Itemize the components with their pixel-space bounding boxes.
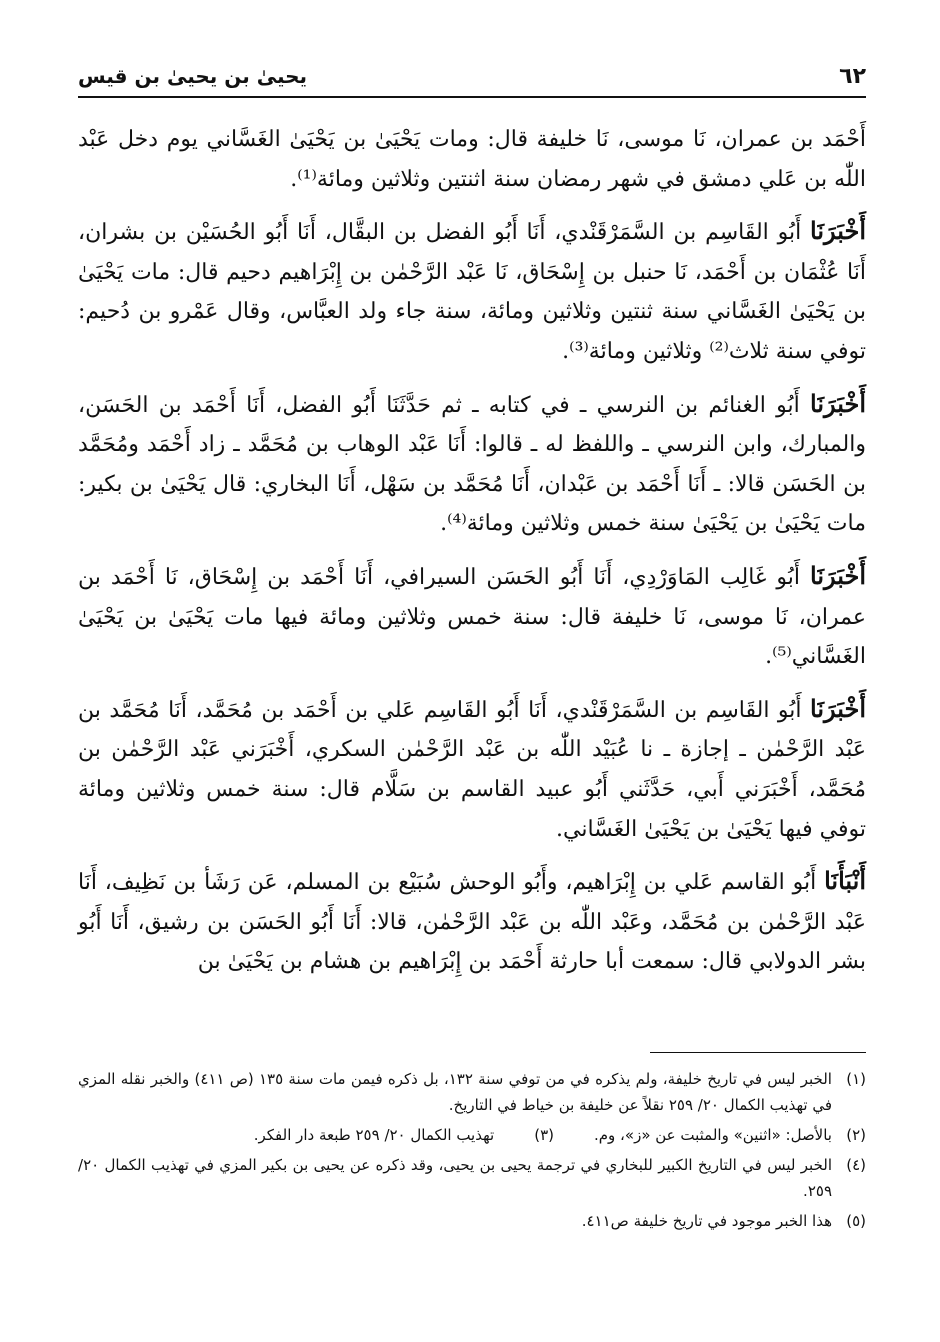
footnote-number: (٤) — [846, 1156, 866, 1174]
footnote-text: بالأصل: «اثنين» والمثبت عن «ز»، وم. — [593, 1126, 832, 1144]
footnote-number: (١) — [846, 1070, 866, 1088]
footnote-text-row — [78, 1122, 832, 1148]
paragraph-text: أَبُو القَاسِم بن السَّمَرْقَنْدي، أَنَا أَبُو الفضل بن البقَّال، أَنَا أَبُو الحُسَيْن بن بشران، أَنَا عُثْمَان بن أَحْمَد، نَا حنبل بن إِسْحَاق، نَا عَبْد الرَّحْمٰن بن إِبْرَاهيم دحيم قال: مات يَحْيَىٰ بن يَحْيَىٰ الغَسَّاني سنة ثنتين وثلاثين ومائة، سنة جاء ولد العبَّاس، وقال عَمْرو بن دُحيم: توفي سنة ثلاث⁽²⁾ وثلاثين ومائة⁽³⁾. — [78, 220, 866, 364]
paragraph-text: أَبُو غَالِب المَاوَرْدِي، أَنَا أَبُو الحَسَن السيرافي، أَنَا أَحْمَد بن إِسْحَاق، نَا أَحْمَد بن عمران، نَا موسى، نَا خليفة قال: سنة خمس وثلاثين ومائة فيها مات يَحْيَىٰ بن يَحْيَىٰ الغَسَّاني⁽⁵⁾. — [78, 564, 866, 670]
page-header — [78, 56, 866, 98]
paragraph — [78, 120, 866, 199]
footnote-number: (٣) — [534, 1126, 554, 1144]
narration-lead: أَنْبَأَنَا — [824, 866, 866, 896]
main-text — [78, 120, 866, 994]
footnote-text: تهذيب الكمال ٢٠/ ٢٥٩ طبعة دار الفكر. — [253, 1126, 495, 1144]
footnote — [78, 1066, 866, 1118]
footnote-separator — [650, 1052, 866, 1053]
footnote-text: هذا الخبر موجود في تاريخ خليفة ص٤١١. — [581, 1212, 832, 1230]
narration-lead: أَخْبَرَنَا — [810, 388, 866, 418]
footnote-number: (٢) — [846, 1126, 866, 1144]
paragraph — [78, 689, 866, 849]
paragraph-text: أَبُو الغنائم بن النرسي ـ في كتابه ـ ثم حَدَّثَنَا أَبُو الفضل، أَنَا أَحْمَد بن الحَسَن، والمبارك، وابن النرسي ـ واللفظ له ـ قالوا: أَنَا عَبْد الوهاب بن مُحَمَّد ـ زاد أَحْمَد ومُحَمَّد بن الحَسَن قالا: ـ أَنَا أَحْمَد بن عَبْدان، أَنَا مُحَمَّد بن سَهْل، أَنَا البخاري: قال يَحْيَىٰ بن بكير: مات يَحْيَىٰ بن يَحْيَىٰ سنة خمس وثلاثين ومائة⁽⁴⁾. — [78, 392, 866, 537]
footnote — [78, 1152, 866, 1204]
footnote — [78, 1122, 866, 1148]
footnote-text: الخبر ليس في التاريخ الكبير للبخاري في ترجمة يحيى بن يحيى، وقد ذكره عن يحيى بن بكير المزي في تهذيب الكمال ٢٠/ ٢٥٩. — [78, 1156, 832, 1200]
narration-lead: أَخْبَرَنَا — [810, 693, 866, 723]
page-number: ٦٢ — [839, 63, 866, 89]
paragraph — [78, 861, 866, 982]
footnotes — [78, 1066, 866, 1238]
paragraph-text: أَحْمَد بن عمران، نَا موسى، نَا خليفة قال: ومات يَحْيَىٰ بن يَحْيَىٰ الغَسَّاني يوم دخل عَبْد اللّٰه بن عَلي دمشق في شهر رمضان سنة اثنتين وثلاثين ومائة⁽¹⁾. — [78, 127, 866, 192]
footnote-number: (٥) — [846, 1212, 866, 1230]
paragraph-text: أَبُو القاسم عَلي بن إِبْرَاهيم، وأَبُو الوحش سُبَيْع بن المسلم، عَن رَشَأ بن نَظِيف، أَنَا عَبْد الرَّحْمٰن بن مُحَمَّد، وعَبْد اللّٰه بن عَبْد الرَّحْمٰن، قالا: أَنَا أَبُو الحَسَن بن رشيق، أَنَا أَبُو بشر الدولابي قال: سمعت أبا حارثة أَحْمَد بن إِبْرَاهيم بن هشام بن يَحْيَىٰ بن — [78, 870, 866, 975]
narration-lead: أَخْبَرَنَا — [810, 560, 866, 590]
paragraph — [78, 384, 866, 544]
footnote-text: الخبر ليس في تاريخ خليفة، ولم يذكره في من توفي سنة ١٣٢، بل ذكره فيمن مات سنة ١٣٥ (ص ٤١١) والخبر نقله المزي في تهذيب الكمال ٢٠/ ٢٥٩ نقلاً عن خليفة بن خياط في التاريخ. — [78, 1070, 832, 1114]
paragraph — [78, 556, 866, 677]
narration-lead: أَخْبَرَنَا — [810, 216, 866, 246]
running-title: يحيىٰ بن يحيىٰ بن قيس — [78, 64, 308, 88]
paragraph — [78, 211, 866, 371]
paragraph-text: أَبُو القَاسِم بن السَّمَرْقَنْدي، أَنَا أَبُو القَاسِم عَلي بن أَحْمَد بن مُحَمَّد، أَنَا مُحَمَّد بن عَبْد الرَّحْمٰن ـ إجازة ـ نا عُبَيْد اللّٰه بن عَبْد الرَّحْمٰن السكري، أَخْبَرَني عَبْد الرَّحْمٰن بن مُحَمَّد، أَخْبَرَني أَبي، حَدَّثَني أَبُو عبيد القاسم بن سَلَّام قال: سنة خمس وثلاثين ومائة توفي فيها يَحْيَىٰ بن يَحْيَىٰ الغَسَّاني. — [78, 697, 866, 842]
footnote — [78, 1208, 866, 1234]
